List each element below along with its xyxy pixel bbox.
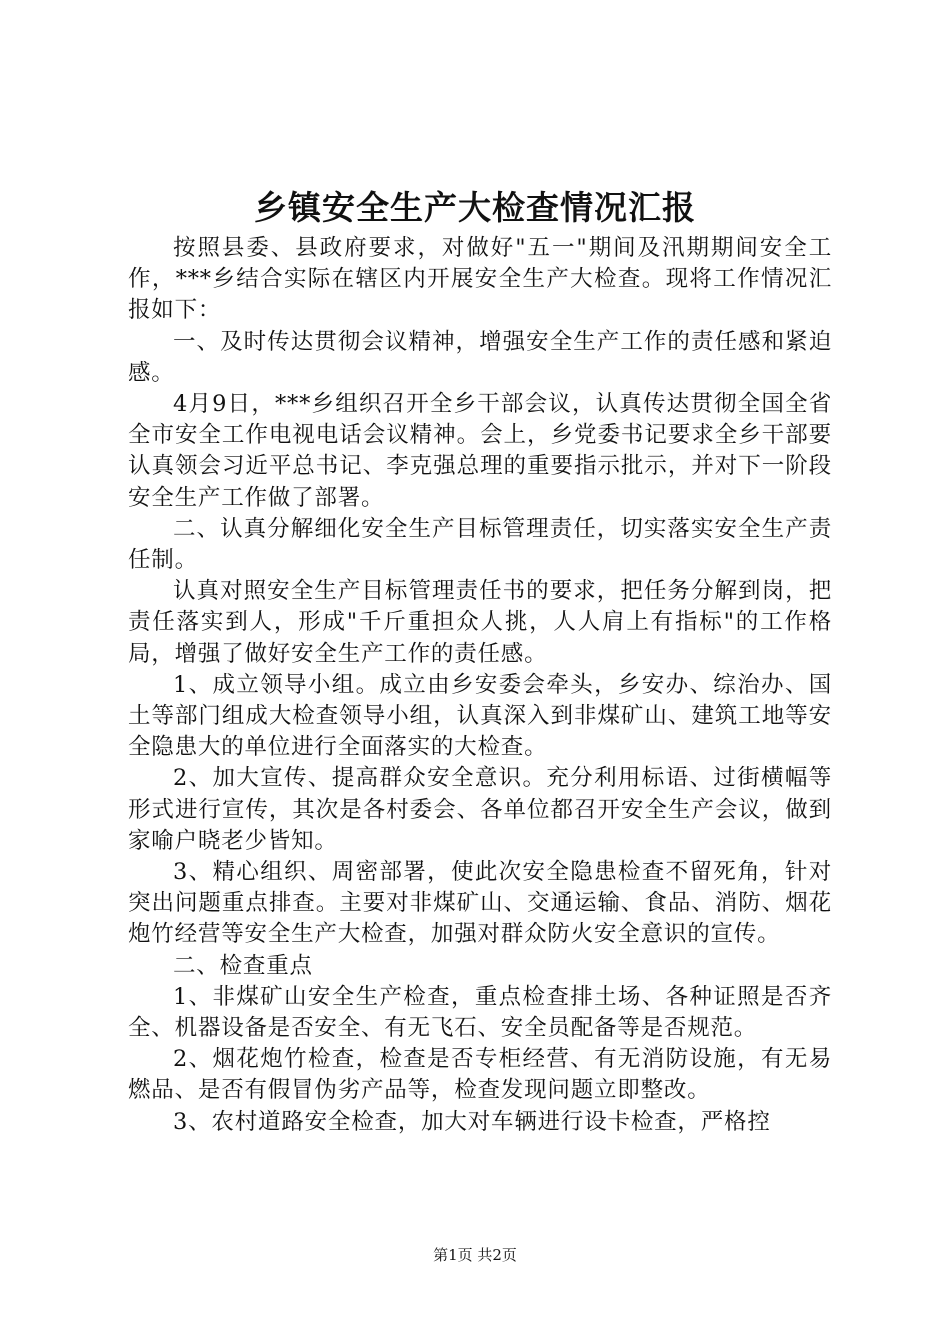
section-heading-3: 二、检查重点 — [173, 952, 313, 979]
list-item-publicity: 2、加大宣传、提高群众安全意识。充分利用标语、过街横幅等形式进行宣传，其次是各村委会、各单位都召开安全生产会议，做到家喻户晓老少皆知。 — [128, 765, 832, 854]
list-item-mining-check: 1、非煤矿山安全生产检查，重点检查排土场、各种证照是否齐全、机器设备是否安全、有无飞石、安全员配备等是否规范。 — [128, 983, 832, 1042]
section-heading-1: 一、及时传达贯彻会议精神，增强安全生产工作的责任感和紧迫感。 — [128, 328, 832, 386]
paragraph-meeting: 4月9日，***乡组织召开全乡干部会议，认真传达贯彻全国全省全市安全工作电视电话会议精神。会上，乡党委书记要求全乡干部要认真领会习近平总书记、李克强总理的重要指示批示，并对下一阶段安全生产工作做了部署。 — [128, 391, 832, 511]
list-item-road-check: 3、农村道路安全检查，加大对车辆进行设卡检查，严格控 — [173, 1108, 771, 1135]
page-footer: 第1页 共2页 — [433, 1246, 517, 1264]
section-heading-2: 二、认真分解细化安全生产目标管理责任，切实落实安全生产责任制。 — [128, 515, 832, 574]
paragraph-intro: 按照县委、县政府要求，对做好"五一"期间及汛期期间安全工作，***乡结合实际在辖区内开展安全生产大检查。现将工作情况汇报如下： — [128, 235, 832, 324]
list-item-leadership-group: 1、成立领导小组。成立由乡安委会牵头，乡安办、综治办、国土等部门组成大检查领导小组，认真深入到非煤矿山、建筑工地等安全隐患大的单位进行全面落实的大检查。 — [128, 671, 832, 761]
list-item-fireworks-check: 2、烟花炮竹检查，检查是否专柜经营、有无消防设施，有无易燃品、是否有假冒伪劣产品等，检查发现问题立即整改。 — [128, 1046, 832, 1104]
document-body — [128, 233, 832, 1138]
document-title: 乡镇安全生产大检查情况汇报 — [254, 188, 696, 227]
paragraph-responsibility: 认真对照安全生产目标管理责任书的要求，把任务分解到岗，把责任落实到人，形成"千斤重担众人挑，人人肩上有指标"的工作格局，增强了做好安全生产工作的责任感。 — [128, 578, 832, 667]
list-item-organization: 3、精心组织、周密部署，使此次安全隐患检查不留死角，针对突出问题重点排查。主要对非煤矿山、交通运输、食品、消防、烟花炮竹经营等安全生产大检查，加强对群众防火安全意识的宣传。 — [128, 859, 832, 948]
